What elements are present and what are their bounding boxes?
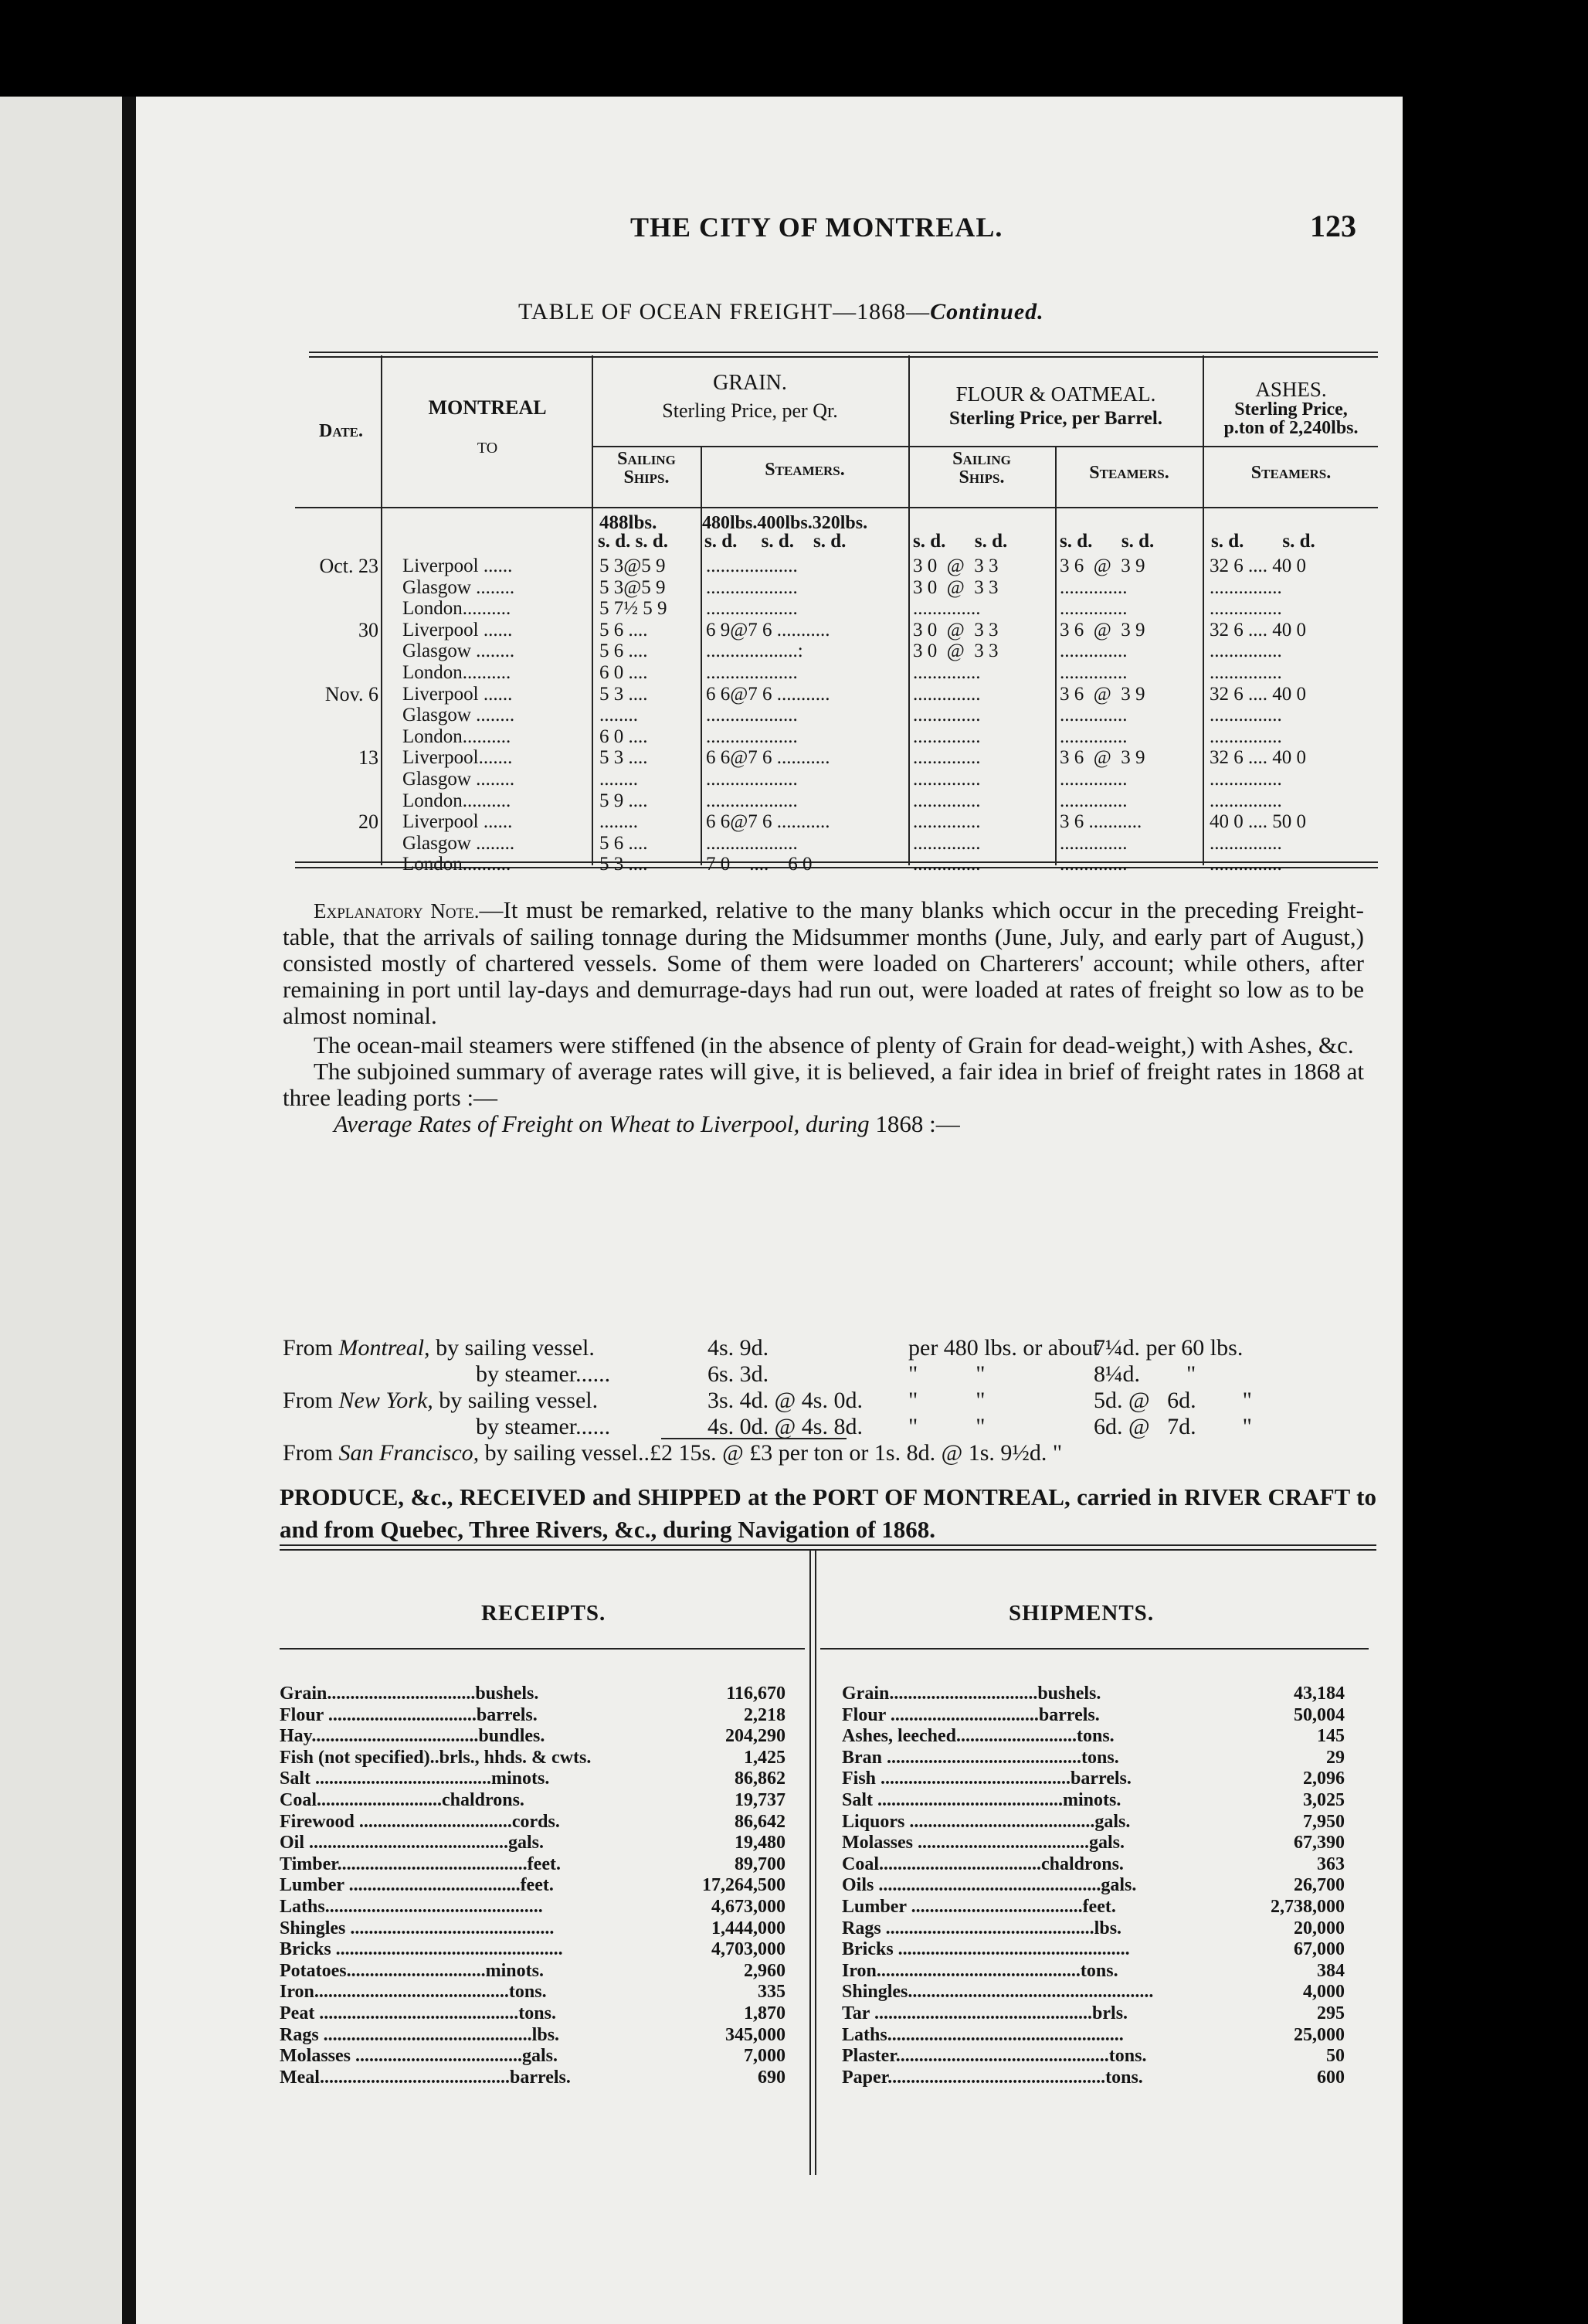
cell-grain-sailing: 5 3 ....	[599, 683, 648, 705]
note-text-1: —It must be remarked, relative to the many blanks which occur in the preceding Freight-table, that the arrivals of sailing tonnage during the Midsummer months (June, July, and early part of August,) consisted mostly of chartered vessels. Some of them were loaded on Charterers' account; while others, after remaining in port until lay-days and demurrage-days had run out, were loaded at rates of freight so low as to be almost nominal.	[283, 896, 1364, 1029]
cell-ashes-steamers: ...............	[1210, 640, 1282, 662]
cell-flour-sailing: 3 0 @ 3 3	[913, 619, 999, 640]
avg-rates-title	[283, 1111, 1364, 1137]
cell-port: Glasgow ........	[402, 832, 515, 854]
receipt-quantity: 86,642	[735, 1811, 786, 1832]
cell-flour-steamers: ..............	[1060, 832, 1128, 854]
cell-port: London..........	[402, 662, 511, 683]
cell-port: Glasgow ........	[402, 640, 515, 662]
rate-value: 4s. 0d. @ 4s. 8d.	[707, 1414, 863, 1439]
receipt-quantity: 19,480	[735, 1833, 786, 1853]
receipt-item: Shingles ............................................	[280, 1918, 555, 1938]
cell-grain-steamers: 6 6@7 6 ...........	[706, 747, 830, 769]
shipment-item: Grain................................bushels.	[842, 1684, 1101, 1704]
cell-flour-sailing: ..............	[913, 705, 981, 726]
rate-value: 3s. 4d. @ 4s. 0d.	[707, 1388, 863, 1413]
facing-page-edge	[0, 97, 124, 2324]
rate-per: " "	[908, 1388, 986, 1413]
book-page	[136, 97, 1403, 2324]
rate-equivalent: 8¼d. "	[1094, 1361, 1196, 1387]
cell-grain-sailing: 5 7½ 5 9	[599, 598, 667, 620]
cell-flour-sailing: ..............	[913, 769, 981, 790]
receipt-quantity: 4,703,000	[711, 1939, 786, 1960]
explanatory-note	[283, 897, 1364, 1137]
shipment-item: Iron............................................tons.	[842, 1960, 1118, 1981]
receipt-quantity: 2,960	[744, 1960, 786, 1981]
receipt-quantity: 7,000	[744, 2046, 786, 2067]
cell-ashes-steamers: 32 6 .... 40 0	[1210, 683, 1306, 705]
shipment-item: Laths...................................................	[842, 2024, 1124, 2045]
cell-date: Nov. 6	[324, 682, 378, 705]
note-paragraph-2: The ocean-mail steamers were stiffened (in the absence of plenty of Grain for dead-weight,) with Ashes, &c.	[314, 1031, 1354, 1058]
cell-port: Glasgow ........	[402, 576, 515, 598]
cell-grain-sailing: 5 6 ....	[599, 619, 648, 640]
shipment-item: Oils ................................................gals.	[842, 1875, 1137, 1896]
cell-date: 20	[358, 810, 378, 834]
shipment-item: Salt ........................................minots.	[842, 1790, 1121, 1810]
rate-equivalent: 7¼d. per 60 lbs.	[1094, 1335, 1244, 1361]
cell-port: Liverpool ......	[402, 556, 513, 576]
subhead-rule	[592, 446, 1378, 447]
shipment-quantity: 50,004	[1294, 1704, 1345, 1725]
cell-grain-sailing: ........	[599, 769, 638, 790]
cell-port: Glasgow ........	[402, 705, 515, 726]
receipt-quantity: 19,737	[735, 1790, 786, 1810]
cell-flour-steamers: ..............	[1060, 705, 1128, 726]
receipt-item: Grain................................bushels.	[280, 1684, 539, 1704]
shipments-head-rule	[820, 1648, 1369, 1650]
rate-line	[283, 1439, 1062, 1466]
rate-per: per 480 lbs. or about	[908, 1335, 1100, 1361]
sd-flour-steam: s. d. s. d.	[1060, 531, 1155, 552]
rate-line	[476, 1413, 610, 1440]
shipment-item: Coal...................................chaldrons.	[842, 1853, 1124, 1874]
produce-title: PRODUCE, &c., RECEIVED and SHIPPED at the PORT OF MONTREAL, carried in RIVER CRAFT to and from Quebec, Three Rivers, &c., during Navigation of 1868.	[280, 1483, 1376, 1543]
rate-per: " "	[908, 1361, 986, 1387]
cell-grain-sailing: 5 6 ....	[599, 832, 648, 854]
header-flour-steamers: Steamers.	[1089, 463, 1169, 483]
table-title	[518, 299, 1044, 325]
shipment-item: Bricks ..................................................	[842, 1939, 1130, 1960]
rate-mode: by sailing vessel..£2 15s. @ £3 per ton or 1s. 8d. @ 1s. 9½d. "	[479, 1440, 1063, 1466]
cell-flour-steamers: ..............	[1060, 725, 1128, 747]
cell-ashes-steamers: ...............	[1210, 854, 1282, 875]
col-divider-grain-steam	[701, 446, 702, 865]
header-to: TO	[477, 440, 498, 457]
header-flour-ships: Ships.	[959, 467, 1005, 488]
cell-grain-steamers: ...................	[706, 598, 798, 620]
cell-flour-sailing: 3 0 @ 3 3	[913, 556, 999, 576]
cell-grain-sailing: 5 6 ....	[599, 640, 648, 662]
receipt-item: Laths...............................................	[280, 1897, 543, 1917]
cell-grain-steamers: ...................	[706, 662, 798, 683]
receipt-quantity: 345,000	[725, 2024, 786, 2045]
cell-grain-sailing: 6 0 ....	[599, 725, 648, 747]
receipt-quantity: 2,218	[744, 1704, 786, 1725]
shipment-quantity: 3,025	[1303, 1790, 1345, 1810]
shipment-quantity: 67,390	[1294, 1833, 1345, 1853]
receipts-heading: RECEIPTS.	[481, 1601, 606, 1626]
cell-grain-steamers: 6 9@7 6 ...........	[706, 619, 830, 640]
cell-flour-steamers: 3 6 @ 3 9	[1060, 619, 1145, 640]
cell-flour-sailing: ..............	[913, 725, 981, 747]
shipment-item: Shingles.....................................................	[842, 1982, 1154, 2003]
shipment-item: Tar ...............................................brls.	[842, 2003, 1128, 2023]
avg-rates-title-text: Average Rates of Freight on Wheat to Liverpool, during	[334, 1110, 870, 1137]
rate-value: 4s. 9d.	[707, 1335, 769, 1361]
header-flour: FLOUR & OATMEAL.	[955, 382, 1156, 406]
shipment-item: Flour ................................barrels.	[842, 1704, 1100, 1725]
shipment-item: Rags .............................................lbs.	[842, 1918, 1122, 1938]
receipt-quantity: 17,264,500	[702, 1875, 786, 1896]
cell-flour-sailing: 3 0 @ 3 3	[913, 640, 999, 662]
cell-ashes-steamers: ...............	[1210, 705, 1282, 726]
sd-flour-sail: s. d. s. d.	[913, 531, 1008, 552]
cell-flour-sailing: ..............	[913, 832, 981, 854]
shipment-item: Paper...............................................tons.	[842, 2067, 1143, 2088]
cell-port: Liverpool ......	[402, 619, 513, 640]
cell-flour-steamers: 3 6 @ 3 9	[1060, 747, 1145, 769]
cell-grain-steamers: ...................	[706, 832, 798, 854]
shipment-quantity: 29	[1326, 1747, 1345, 1768]
cell-flour-sailing: ..............	[913, 811, 981, 833]
rate-equivalent: 5d. @ 6d. "	[1094, 1388, 1252, 1413]
cell-flour-steamers: ..............	[1060, 576, 1128, 598]
table-top-rule	[309, 352, 1378, 353]
page-number: 123	[1310, 209, 1356, 243]
shipment-quantity: 2,738,000	[1271, 1897, 1345, 1917]
receipt-quantity: 116,670	[726, 1684, 786, 1704]
shipment-quantity: 2,096	[1303, 1768, 1345, 1789]
table-top-rule-2	[309, 356, 1378, 358]
cell-ashes-steamers: 32 6 .... 40 0	[1210, 556, 1306, 576]
section-divider	[661, 1438, 847, 1439]
rate-mode: by sailing vessel.	[429, 1335, 595, 1361]
receipt-item: Molasses ....................................gals.	[280, 2046, 558, 2067]
produce-divider-2	[815, 1551, 816, 2175]
shipment-quantity: 43,184	[1294, 1684, 1345, 1704]
shipment-quantity: 20,000	[1294, 1918, 1345, 1938]
rate-from: From	[283, 1335, 339, 1361]
produce-top-rule-2	[280, 1549, 1376, 1551]
cell-grain-steamers: 7 0 .... 6 0	[706, 854, 813, 875]
cell-ashes-steamers: ...............	[1210, 662, 1282, 683]
col-divider-flour-steam	[1055, 446, 1057, 865]
cell-flour-steamers: ..............	[1060, 640, 1128, 662]
cell-ashes-steamers: ...............	[1210, 598, 1282, 620]
shipment-quantity: 67,000	[1294, 1939, 1345, 1960]
shipment-quantity: 50	[1326, 2046, 1345, 2067]
shipment-item: Lumber .....................................feet.	[842, 1897, 1116, 1917]
col-divider-flour	[908, 355, 910, 865]
cell-grain-steamers: 6 6@7 6 ...........	[706, 811, 830, 833]
sd-sail: s. d. s. d.	[598, 531, 669, 552]
cell-grain-steamers: ...................	[706, 556, 798, 576]
shipment-quantity: 145	[1317, 1726, 1345, 1747]
header-ashes-sub2: p.ton of 2,240lbs.	[1223, 418, 1359, 438]
header-flour-sub: Sterling Price, per Barrel.	[948, 408, 1163, 429]
shipment-quantity: 384	[1317, 1960, 1345, 1981]
cell-flour-sailing: 3 0 @ 3 3	[913, 576, 999, 598]
shipment-item: Liquors ........................................gals.	[842, 1811, 1131, 1832]
rate-port: San Francisco,	[338, 1440, 480, 1466]
receipt-quantity: 690	[758, 2067, 786, 2088]
cell-grain-sailing: 5 9 ....	[599, 790, 648, 811]
receipt-item: Peat ...........................................tons.	[280, 2003, 556, 2023]
receipts-head-rule	[280, 1648, 805, 1650]
cell-ashes-steamers: 40 0 .... 50 0	[1210, 811, 1306, 833]
rate-per: " "	[908, 1414, 986, 1439]
cell-flour-steamers: 3 6 ...........	[1060, 811, 1142, 833]
rate-mode: by steamer......	[476, 1414, 611, 1439]
cell-date: 13	[358, 746, 378, 770]
header-grain-sub: Sterling Price, per Qr.	[662, 399, 838, 422]
shipment-item: Ashes, leeched..........................tons.	[842, 1726, 1115, 1747]
receipt-item: Salt ......................................minots.	[280, 1768, 550, 1789]
cell-ashes-steamers: ...............	[1210, 576, 1282, 598]
rate-mode: by steamer......	[476, 1361, 611, 1387]
receipt-item: Meal.........................................barrels.	[280, 2067, 571, 2088]
cell-grain-steamers: ...................	[706, 790, 798, 811]
receipt-item: Flour ................................barrels.	[280, 1704, 538, 1725]
sd-ashes: s. d. s. d.	[1211, 531, 1315, 552]
cell-flour-sailing: ..............	[913, 854, 981, 875]
cell-ashes-steamers: ...............	[1210, 832, 1282, 854]
shipment-quantity: 363	[1317, 1853, 1345, 1874]
shipment-item: Bran ..........................................tons.	[842, 1747, 1119, 1768]
cell-flour-steamers: 3 6 @ 3 9	[1060, 556, 1145, 576]
note-paragraph-3: The subjoined summary of average rates will give, it is believed, a fair idea in brief of freight rates in 1868 at three leading ports :—	[283, 1058, 1364, 1111]
header-grain: GRAIN.	[713, 371, 787, 395]
cell-grain-steamers: ...................:	[706, 640, 803, 662]
shipment-quantity: 600	[1317, 2067, 1345, 2088]
table-title-main: TABLE OF OCEAN FREIGHT—1868—	[518, 299, 931, 324]
cell-port: Liverpool.......	[402, 747, 513, 769]
receipt-quantity: 89,700	[735, 1853, 786, 1874]
cell-ashes-steamers: 32 6 .... 40 0	[1210, 619, 1306, 640]
cell-flour-sailing: ..............	[913, 683, 981, 705]
cell-ashes-steamers: ...............	[1210, 790, 1282, 811]
header-ashes-steamers: Steamers.	[1250, 463, 1332, 483]
cell-flour-sailing: ..............	[913, 747, 981, 769]
units-steam: 480lbs.400lbs.320lbs.	[702, 513, 868, 533]
cell-grain-sailing: 5 3@5 9	[599, 576, 666, 598]
receipt-item: Rags .............................................lbs.	[280, 2024, 560, 2045]
shipment-item: Fish .........................................barrels.	[842, 1768, 1132, 1789]
cell-port: Liverpool ......	[402, 683, 513, 705]
cell-flour-steamers: 3 6 @ 3 9	[1060, 683, 1145, 705]
receipt-item: Timber.........................................feet.	[280, 1853, 561, 1874]
table-title-suffix: Continued.	[930, 299, 1044, 324]
cell-grain-steamers: ...................	[706, 725, 798, 747]
cell-date: Oct. 23	[319, 555, 378, 577]
shipment-quantity: 25,000	[1294, 2024, 1345, 2045]
receipt-item: Fish (not specified)..brls., hhds. & cwts.	[280, 1747, 592, 1768]
cell-flour-sailing: ..............	[913, 662, 981, 683]
cell-grain-sailing: 6 0 ....	[599, 662, 648, 683]
header-flour-sailing: Sailing	[952, 449, 1011, 469]
cell-grain-steamers: ...................	[706, 705, 798, 726]
header-ashes-sub1: Sterling Price,	[1234, 399, 1348, 420]
units-sail: 488lbs.	[599, 512, 657, 533]
cell-flour-steamers: ..............	[1060, 769, 1128, 790]
cell-ashes-steamers: 32 6 .... 40 0	[1210, 747, 1306, 769]
receipt-quantity: 1,444,000	[711, 1918, 786, 1938]
receipt-item: Bricks .................................................	[280, 1939, 563, 1960]
rate-line	[283, 1334, 595, 1361]
cell-flour-steamers: ..............	[1060, 854, 1128, 875]
col-divider-montreal	[592, 355, 593, 865]
cell-port: London..........	[402, 854, 511, 875]
rate-port: Montreal,	[338, 1335, 430, 1361]
rate-from: From	[283, 1388, 339, 1413]
cell-grain-steamers: ...................	[706, 769, 798, 790]
header-grain-steamers: Steamers.	[765, 460, 845, 480]
cell-flour-steamers: ..............	[1060, 790, 1128, 811]
cell-flour-steamers: ..............	[1060, 662, 1128, 683]
shipment-quantity: 4,000	[1303, 1982, 1345, 2003]
shipment-item: Molasses .....................................gals.	[842, 1833, 1125, 1853]
cell-grain-sailing: 5 3 ....	[599, 854, 648, 875]
produce-top-rule	[280, 1544, 1376, 1546]
header-grain-ships: Ships.	[623, 467, 670, 488]
cell-grain-sailing: 5 3@5 9	[599, 556, 666, 576]
cell-grain-steamers: ...................	[706, 576, 798, 598]
cell-grain-steamers: 6 6@7 6 ...........	[706, 683, 830, 705]
receipt-quantity: 1,870	[744, 2003, 786, 2023]
rate-from: From	[283, 1440, 339, 1466]
cell-ashes-steamers: ...............	[1210, 725, 1282, 747]
cell-port: London..........	[402, 790, 511, 811]
header-bottom-rule	[295, 507, 1378, 508]
rate-line	[283, 1387, 598, 1414]
cell-flour-sailing: ..............	[913, 598, 981, 620]
shipment-quantity: 295	[1317, 2003, 1345, 2023]
note-paragraph-1	[283, 897, 1364, 1029]
cell-ashes-steamers: ...............	[1210, 769, 1282, 790]
cell-port: London..........	[402, 598, 511, 620]
rate-line	[476, 1361, 610, 1388]
shipment-quantity: 26,700	[1294, 1875, 1345, 1896]
rate-value: 6s. 3d.	[707, 1361, 769, 1387]
cell-flour-steamers: ..............	[1060, 598, 1128, 620]
shipments-heading: SHIPMENTS.	[1009, 1601, 1155, 1626]
header-montreal: MONTREAL	[428, 396, 547, 419]
receipt-quantity: 335	[758, 1982, 786, 2003]
rate-mode: by sailing vessel.	[433, 1388, 599, 1413]
receipt-quantity: 204,290	[725, 1726, 786, 1747]
receipt-quantity: 4,673,000	[711, 1897, 786, 1917]
cell-date: 30	[358, 618, 378, 641]
receipt-item: Potatoes..............................minots.	[280, 1960, 544, 1981]
cell-grain-sailing: ........	[599, 705, 638, 726]
cell-port: Glasgow ........	[402, 769, 515, 790]
receipt-item: Coal...........................chaldrons.	[280, 1790, 524, 1810]
rate-port: New York,	[338, 1388, 433, 1413]
cell-port: Liverpool ......	[402, 811, 513, 833]
shipment-quantity: 7,950	[1303, 1811, 1345, 1832]
avg-rates-year: 1868 :—	[875, 1110, 960, 1137]
cell-port: London..........	[402, 725, 511, 747]
running-title: THE CITY OF MONTREAL.	[630, 212, 1003, 243]
receipt-quantity: 86,862	[735, 1768, 786, 1789]
header-grain-sailing: Sailing	[617, 449, 676, 469]
receipt-item: Firewood .................................cords.	[280, 1811, 560, 1832]
receipt-item: Lumber .....................................feet.	[280, 1875, 554, 1896]
receipt-quantity: 1,425	[744, 1747, 786, 1768]
produce-divider	[809, 1551, 811, 2175]
rate-equivalent: 6d. @ 7d. "	[1094, 1414, 1252, 1439]
receipt-item: Iron..........................................tons.	[280, 1982, 547, 2003]
note-lead: Explanatory Note.	[314, 899, 480, 922]
header-ashes: ASHES.	[1255, 378, 1327, 401]
shipment-item: Plaster..............................................tons.	[842, 2046, 1147, 2067]
receipt-item: Oil ...........................................gals.	[280, 1833, 545, 1853]
cell-flour-sailing: ..............	[913, 790, 981, 811]
receipt-item: Hay....................................bundles.	[280, 1726, 545, 1747]
header-date: Date.	[318, 421, 364, 441]
cell-grain-sailing: 5 3 ....	[599, 747, 648, 769]
col-divider-date	[381, 355, 382, 865]
cell-grain-sailing: ........	[599, 811, 638, 833]
sd-steam: s. d. s. d. s. d.	[704, 531, 847, 552]
